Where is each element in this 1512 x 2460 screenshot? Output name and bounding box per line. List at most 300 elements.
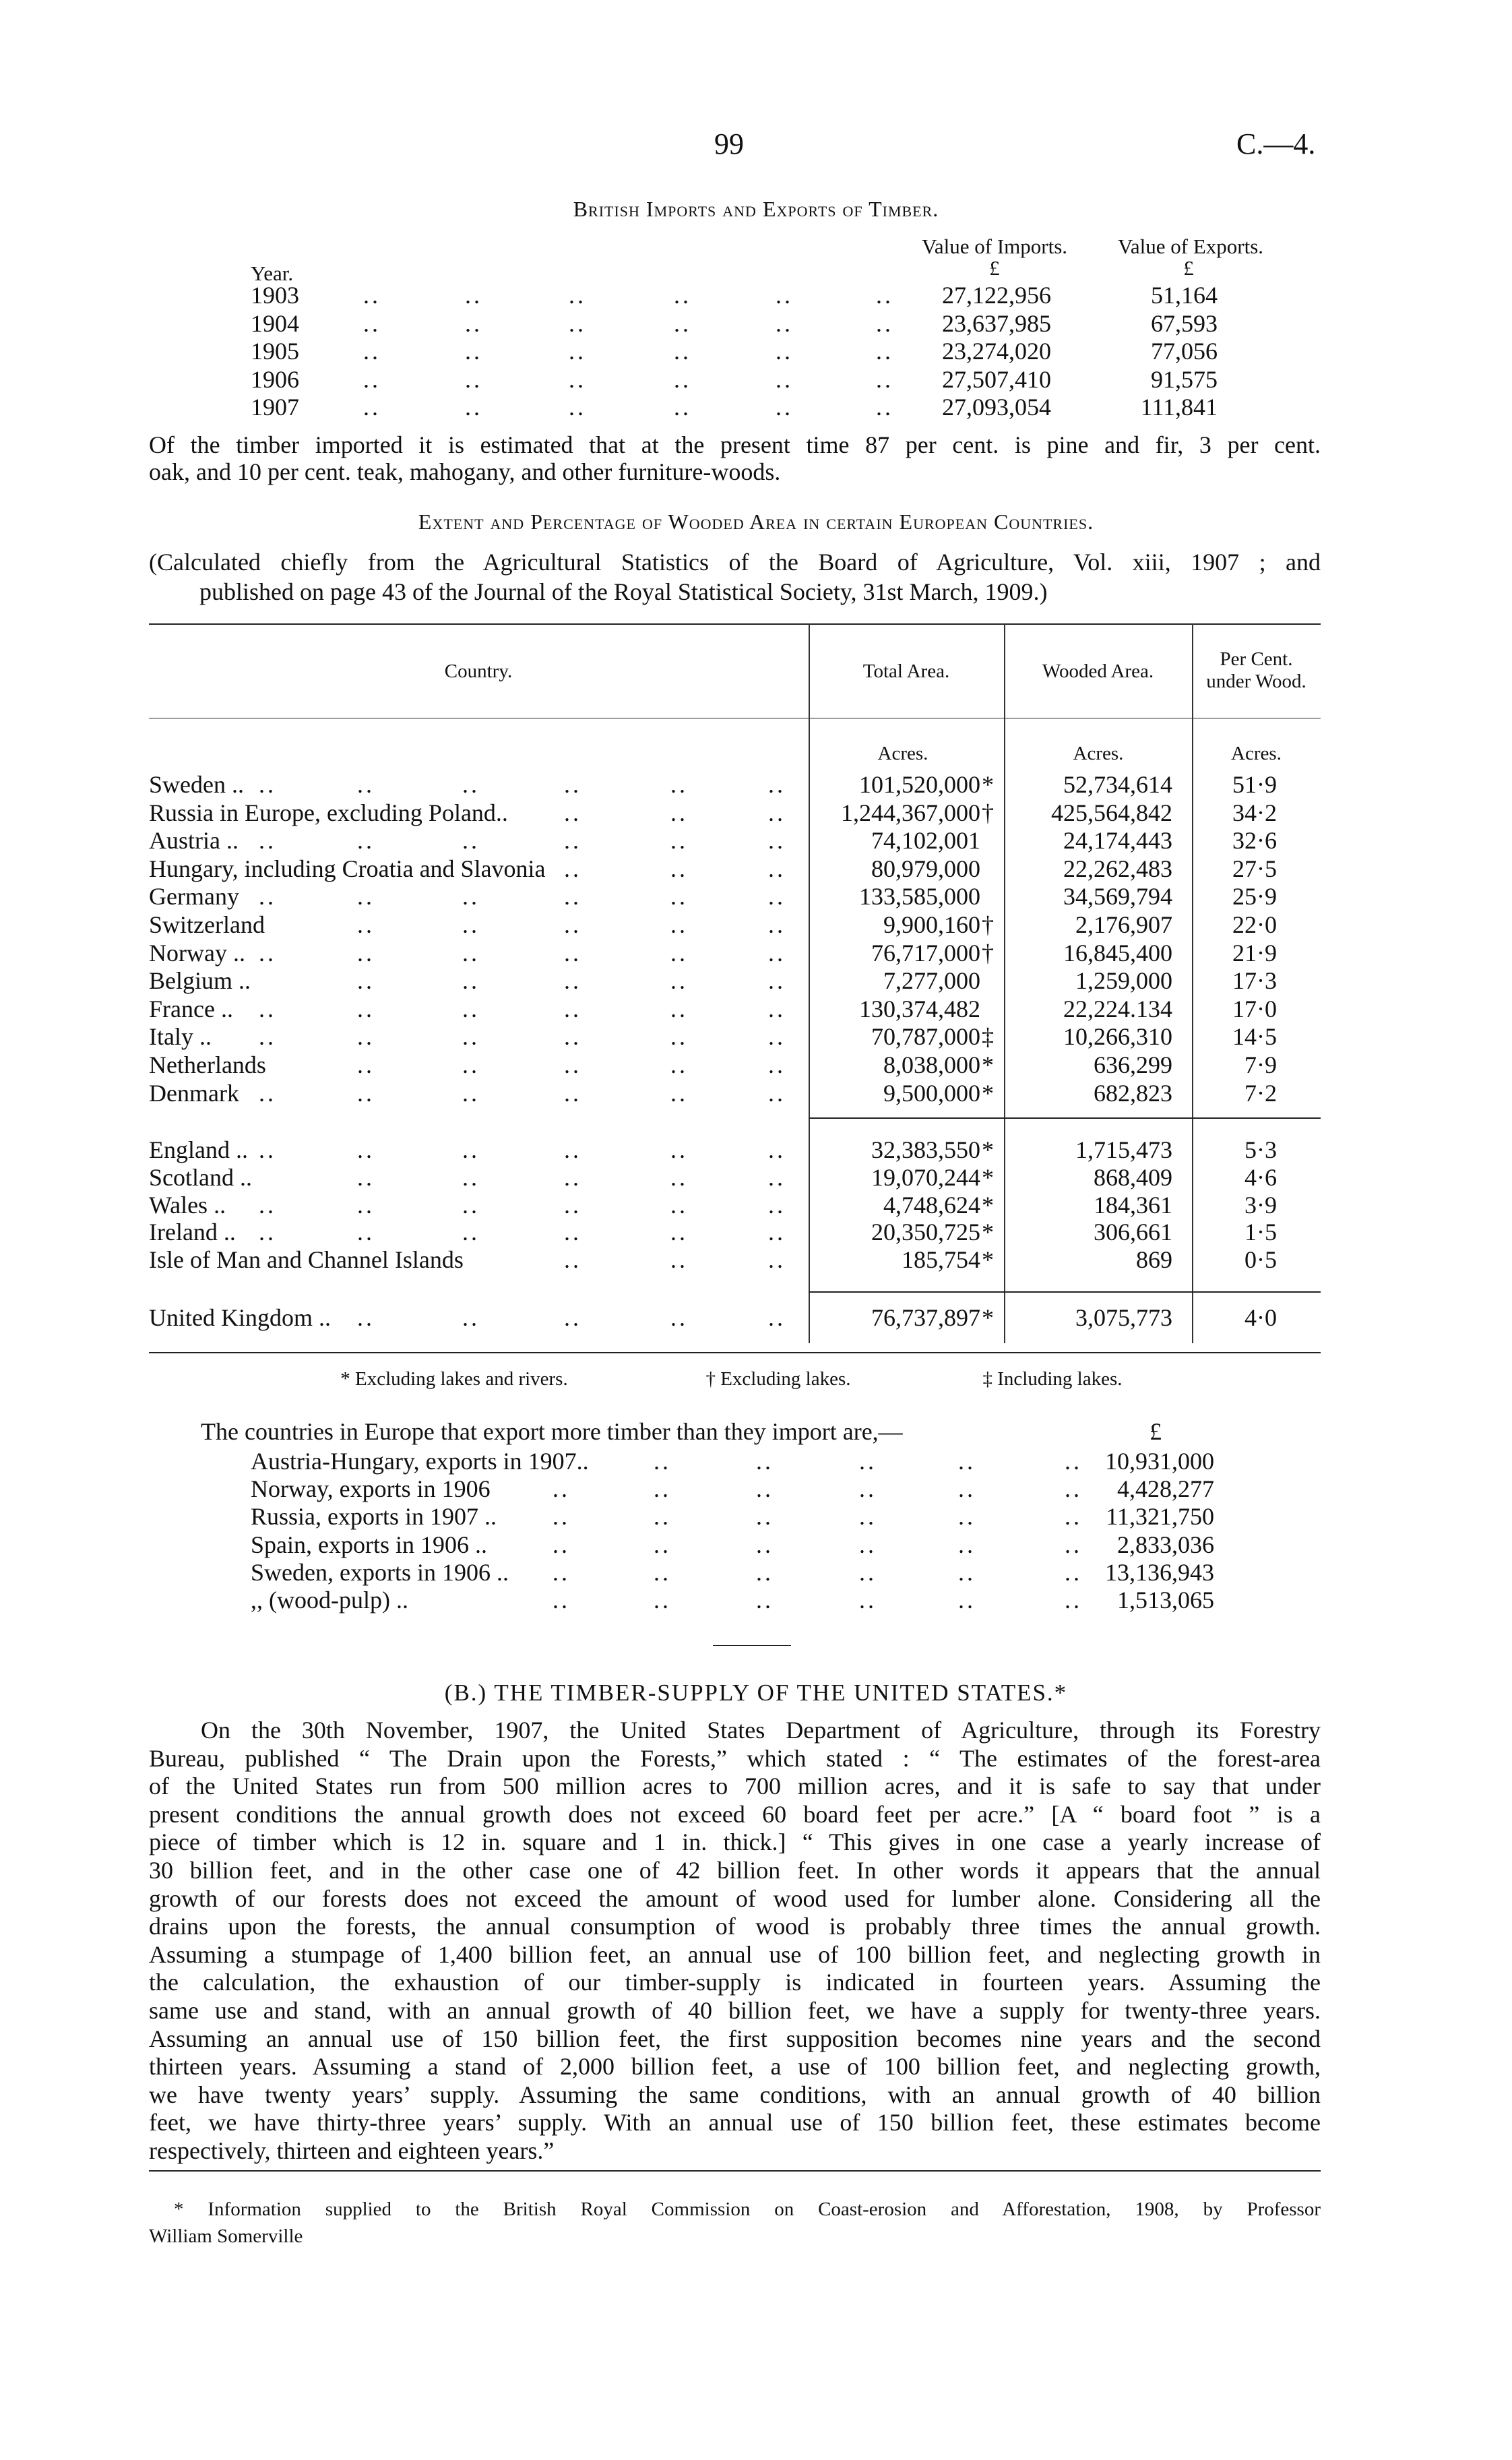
dot-leader: .. — [564, 1191, 581, 1219]
exports-value: 77,056 — [1151, 338, 1218, 365]
dot-leader: .. — [670, 1219, 688, 1246]
exporter-value: 4,428,277 — [1117, 1475, 1214, 1503]
country-cell: Norway .. — [149, 939, 245, 966]
wooded-area-cell: 3,075,773 — [1075, 1304, 1172, 1331]
dot-leader: .. — [768, 771, 786, 798]
country-cell: Hungary, including Croatia and Slavonia — [149, 855, 546, 882]
total-area-cell: 130,374,482 — [859, 995, 980, 1022]
dot-leader: .. — [768, 995, 786, 1022]
group-separator-rule — [809, 1117, 1321, 1119]
country-cell: Italy .. — [149, 1023, 212, 1051]
footnote-rule — [149, 2170, 1321, 2172]
dot-leader: .. — [768, 1051, 786, 1078]
year-column-header: Year. — [251, 262, 294, 285]
dot-leader: .. — [958, 1448, 976, 1475]
dot-leader: .. — [768, 1191, 786, 1219]
total-area-cell: 1,244,367,000 — [841, 799, 980, 826]
dot-leader: .. — [670, 1136, 688, 1163]
dot-leader: .. — [674, 394, 691, 421]
percent-cell: 7·9 — [1245, 1051, 1277, 1078]
dot-leader: .. — [654, 1558, 671, 1586]
percent-cell: 34·2 — [1232, 799, 1277, 826]
dot-leader: .. — [876, 365, 893, 393]
dot-leader: .. — [859, 1558, 877, 1586]
wooded-area-cell: 10,266,310 — [1063, 1023, 1172, 1051]
dot-leader: .. — [1065, 1503, 1082, 1531]
dot-leader: .. — [564, 1051, 581, 1078]
total-area-cell: 101,520,000 — [859, 771, 980, 798]
dot-leader: .. — [363, 394, 381, 421]
footnote-mark: † — [982, 939, 994, 966]
dot-leader: .. — [465, 394, 482, 421]
wooded-area-cell: 16,845,400 — [1063, 939, 1172, 966]
extent-table-title: Extent and Percentage of Wooded Area in certain European Countries. — [418, 510, 1094, 534]
country-cell: Denmark — [149, 1079, 239, 1107]
wooded-area-cell: 2,176,907 — [1075, 911, 1172, 938]
dot-leader: .. — [259, 1023, 276, 1051]
imports-value: 23,637,985 — [942, 309, 1051, 337]
dot-leader: .. — [564, 1163, 581, 1191]
country-column-header: Country. — [444, 660, 513, 682]
dot-leader: .. — [674, 338, 691, 365]
total-area-cell: 7,277,000 — [883, 967, 980, 995]
dot-leader: .. — [654, 1503, 671, 1531]
table-bottom-rule — [149, 1352, 1321, 1353]
imports-unit: £ — [989, 256, 1000, 280]
column-divider — [1004, 623, 1005, 1343]
imports-value: 27,093,054 — [942, 394, 1051, 421]
dot-leader: .. — [259, 1219, 276, 1246]
dot-leader: .. — [958, 1503, 976, 1531]
dot-leader: .. — [776, 394, 793, 421]
section-b-footnote: * Information supplied to the British Royal Commission on Coast-erosion and Afforestation, 1908, by Professor — [174, 2198, 1321, 2220]
exports-value: 67,593 — [1151, 309, 1218, 337]
dot-leader: .. — [674, 365, 691, 393]
wooded-area-cell: 22,224.134 — [1063, 995, 1172, 1022]
dot-leader: .. — [259, 883, 276, 911]
wooded-area-cell: 306,661 — [1094, 1219, 1172, 1246]
dot-leader: .. — [670, 799, 688, 826]
percent-cell: 4·0 — [1245, 1304, 1277, 1331]
dot-leader: .. — [768, 1079, 786, 1107]
footnote-mark: * — [982, 1191, 994, 1219]
percent-cell: 25·9 — [1232, 883, 1277, 911]
dot-leader: .. — [859, 1531, 877, 1558]
paragraph-line: 30 billion feet, and in the other case one of 42 billion feet. In other words it appears that the annual — [149, 1857, 1321, 1884]
dot-leader: .. — [564, 1136, 581, 1163]
dot-leader: .. — [357, 1191, 375, 1219]
dot-leader: .. — [958, 1558, 976, 1586]
dot-leader: .. — [1065, 1587, 1082, 1613]
dot-leader: .. — [768, 1219, 786, 1246]
dot-leader: .. — [768, 1023, 786, 1051]
paragraph-line: the calculation, the exhaustion of our timber-supply is indicated in fourteen years. Assuming the — [149, 1969, 1321, 1996]
dot-leader: .. — [553, 1503, 570, 1531]
dot-leader: .. — [564, 1304, 581, 1331]
column-divider — [809, 623, 810, 1343]
paragraph-line: thirteen years. Assuming a stand of 2,000 billion feet, a use of 100 billion feet, and neglecting growth, — [149, 2053, 1321, 2081]
dot-leader: .. — [670, 1304, 688, 1331]
dot-leader: .. — [670, 1191, 688, 1219]
wooded-area-cell: 22,262,483 — [1063, 855, 1172, 882]
extent-table-subtitle: published on page 43 of the Journal of the Royal Statistical Society, 31st March, 1909.) — [199, 578, 1048, 605]
dot-leader: .. — [259, 1079, 276, 1107]
country-cell: Russia in Europe, excluding Poland.. — [149, 799, 508, 826]
dot-leader: .. — [564, 883, 581, 911]
dot-leader: .. — [357, 1051, 375, 1078]
dot-leader: .. — [1065, 1531, 1082, 1558]
country-cell: Scotland .. — [149, 1163, 252, 1191]
dot-leader: .. — [357, 939, 375, 966]
dot-leader: .. — [462, 1079, 480, 1107]
dot-leader: .. — [859, 1448, 877, 1475]
wooded-area-cell: 682,823 — [1094, 1079, 1172, 1107]
footnote-mark: * — [982, 1136, 994, 1163]
wooded-area-cell: 1,259,000 — [1075, 967, 1172, 995]
wooded-area-column-header: Wooded Area. — [1042, 660, 1154, 682]
footnote-mark: ‡ — [982, 1023, 994, 1051]
dot-leader: .. — [756, 1475, 774, 1503]
imports-value: 27,122,956 — [942, 282, 1051, 309]
exporter-value: 10,931,000 — [1105, 1448, 1214, 1475]
dot-leader: .. — [768, 911, 786, 938]
total-area-cell: 9,500,000 — [883, 1079, 980, 1107]
dot-leader: .. — [564, 855, 581, 882]
dot-leader: .. — [462, 1219, 480, 1246]
wooded-area-cell: 869 — [1136, 1246, 1172, 1274]
country-cell: United Kingdom .. — [149, 1304, 331, 1331]
percent-cell: 51·9 — [1232, 771, 1277, 798]
wooded-area-cell: 1,715,473 — [1075, 1136, 1172, 1163]
imports-table-title: British Imports and Exports of Timber. — [573, 197, 939, 221]
paragraph-line: of the United States run from 500 million acres to 700 million acres, and it is safe to say that under — [149, 1773, 1321, 1800]
exporter-label: Sweden, exports in 1906 .. — [251, 1558, 509, 1586]
dot-leader: .. — [462, 771, 480, 798]
country-cell: France .. — [149, 995, 233, 1022]
dot-leader: .. — [670, 1023, 688, 1051]
dot-leader: .. — [462, 1136, 480, 1163]
dot-leader: .. — [553, 1558, 570, 1586]
dot-leader: .. — [357, 1304, 375, 1331]
wooded-area-cell: 34,569,794 — [1063, 883, 1172, 911]
extent-table-subtitle: (Calculated chiefly from the Agricultural Statistics of the Board of Agriculture, Vol. xiii, 1907 ; and — [149, 549, 1321, 576]
dot-leader: .. — [569, 282, 586, 309]
exporters-unit: £ — [1149, 1418, 1162, 1445]
paragraph-line: On the 30th November, 1907, the United States Department of Agriculture, through its Forestry — [201, 1717, 1321, 1744]
percent-cell: 5·3 — [1245, 1136, 1277, 1163]
total-separator-rule — [809, 1291, 1321, 1293]
dot-leader: .. — [357, 827, 375, 855]
footnote-mark: * — [982, 1246, 994, 1274]
exporter-label: Norway, exports in 1906 — [251, 1475, 491, 1503]
footnote-mark: * — [982, 771, 994, 798]
dot-leader: .. — [768, 883, 786, 911]
wooded-area-cell: 425,564,842 — [1051, 799, 1172, 826]
dot-leader: .. — [670, 939, 688, 966]
dot-leader: .. — [768, 1163, 786, 1191]
year-cell: 1904 — [251, 309, 299, 337]
dot-leader: .. — [363, 365, 381, 393]
dot-leader: .. — [462, 1051, 480, 1078]
dot-leader: .. — [876, 309, 893, 337]
total-area-cell: 8,038,000 — [883, 1051, 980, 1078]
percent-column-header: under Wood. — [1206, 671, 1306, 692]
total-area-cell: 74,102,001 — [871, 827, 980, 855]
dot-leader: .. — [674, 282, 691, 309]
wooded-area-cell: 52,734,614 — [1063, 771, 1172, 798]
total-area-cell: 20,350,725 — [871, 1219, 980, 1246]
dot-leader: .. — [259, 995, 276, 1022]
year-cell: 1906 — [251, 365, 299, 393]
dot-leader: .. — [876, 338, 893, 365]
dot-leader: .. — [569, 365, 586, 393]
wooded-area-cell: 868,409 — [1094, 1163, 1172, 1191]
imports-note-line: oak, and 10 per cent. teak, mahogany, and other furniture-woods. — [149, 458, 781, 485]
dot-leader: .. — [462, 827, 480, 855]
country-cell: Wales .. — [149, 1191, 226, 1219]
column-divider — [1192, 623, 1193, 1343]
dot-leader: .. — [462, 1023, 480, 1051]
country-cell: Sweden .. — [149, 771, 244, 798]
dot-leader: .. — [776, 365, 793, 393]
imports-value: 23,274,020 — [942, 338, 1051, 365]
dot-leader: .. — [654, 1475, 671, 1503]
dot-leader: .. — [876, 394, 893, 421]
dot-leader: .. — [465, 365, 482, 393]
dot-leader: .. — [564, 1079, 581, 1107]
imports-column-header: Value of Imports. — [921, 235, 1068, 258]
exporter-label: Russia, exports in 1907 .. — [251, 1503, 497, 1531]
dot-leader: .. — [357, 1163, 375, 1191]
dot-leader: .. — [776, 309, 793, 337]
dot-leader: .. — [776, 338, 793, 365]
year-cell: 1907 — [251, 394, 299, 421]
dot-leader: .. — [465, 309, 482, 337]
footnote-dagger: † Excluding lakes. — [705, 1368, 851, 1390]
dot-leader: .. — [259, 827, 276, 855]
dot-leader: .. — [1065, 1558, 1082, 1586]
dot-leader: .. — [465, 338, 482, 365]
percent-unit: Acres. — [1231, 743, 1282, 764]
dot-leader: .. — [357, 995, 375, 1022]
exports-value: 111,841 — [1140, 394, 1218, 421]
dot-leader: .. — [462, 1304, 480, 1331]
exporter-value: 11,321,750 — [1106, 1503, 1214, 1531]
dot-leader: .. — [768, 939, 786, 966]
dot-leader: .. — [564, 1023, 581, 1051]
dot-leader: .. — [670, 1051, 688, 1078]
dot-leader: .. — [363, 309, 381, 337]
dot-leader: .. — [357, 1219, 375, 1246]
exporter-value: 13,136,943 — [1105, 1558, 1214, 1586]
dot-leader: .. — [768, 1136, 786, 1163]
percent-cell: 27·5 — [1232, 855, 1277, 882]
dot-leader: .. — [357, 1023, 375, 1051]
exporter-value: 1,513,065 — [1117, 1587, 1214, 1613]
exporters-intro: The countries in Europe that export more timber than they import are,— — [201, 1418, 903, 1445]
footnote-mark: * — [982, 1304, 994, 1331]
dot-leader: .. — [259, 939, 276, 966]
total-area-cell: 76,717,000 — [871, 939, 980, 966]
percent-cell: 32·6 — [1232, 827, 1277, 855]
percent-cell: 22·0 — [1232, 911, 1277, 938]
dot-leader: .. — [564, 827, 581, 855]
total-area-cell: 133,585,000 — [859, 883, 980, 911]
total-area-cell: 4,748,624 — [883, 1191, 980, 1219]
dot-leader: .. — [564, 967, 581, 995]
dot-leader: .. — [569, 394, 586, 421]
dot-leader: .. — [756, 1531, 774, 1558]
exporter-value: 2,833,036 — [1117, 1531, 1214, 1558]
total-area-cell: 80,979,000 — [871, 855, 980, 882]
dot-leader: .. — [462, 1163, 480, 1191]
percent-cell: 4·6 — [1245, 1163, 1277, 1191]
dot-leader: .. — [670, 967, 688, 995]
footnote-mark: * — [982, 1051, 994, 1078]
dot-leader: .. — [654, 1587, 671, 1613]
dot-leader: .. — [670, 995, 688, 1022]
dot-leader: .. — [564, 799, 581, 826]
imports-note-line: Of the timber imported it is estimated that at the present time 87 per cent. is pine and fir, 3 per cent. — [149, 431, 1321, 458]
total-area-cell: 19,070,244 — [871, 1163, 980, 1191]
dot-leader: .. — [670, 883, 688, 911]
section-divider — [713, 1645, 791, 1646]
dot-leader: .. — [462, 1191, 480, 1219]
percent-cell: 17·0 — [1232, 995, 1277, 1022]
dot-leader: .. — [670, 827, 688, 855]
dot-leader: .. — [465, 282, 482, 309]
country-cell: Netherlands — [149, 1051, 266, 1078]
footnote-mark: † — [982, 911, 994, 938]
country-cell: Isle of Man and Channel Islands — [149, 1246, 464, 1274]
country-cell: Ireland .. — [149, 1219, 236, 1246]
dot-leader: .. — [564, 1219, 581, 1246]
dot-leader: .. — [958, 1587, 976, 1613]
paragraph-line: growth of our forests does not exceed the amount of wood used for lumber alone. Considering all the — [149, 1884, 1321, 1912]
dot-leader: .. — [768, 1304, 786, 1331]
dot-leader: .. — [564, 911, 581, 938]
dot-leader: .. — [462, 967, 480, 995]
dot-leader: .. — [553, 1475, 570, 1503]
exports-unit: £ — [1183, 256, 1194, 280]
paragraph-line: piece of timber which is 12 in. square and 1 in. thick.] “ This gives in one case a yearly increase of — [149, 1828, 1321, 1856]
wooded-area-cell: 636,299 — [1094, 1051, 1172, 1078]
dot-leader: .. — [876, 282, 893, 309]
dot-leader: .. — [859, 1475, 877, 1503]
dot-leader: .. — [569, 338, 586, 365]
dot-leader: .. — [357, 911, 375, 938]
paragraph-line: drains upon the forests, the annual consumption of wood is probably three times the annual growth. — [149, 1913, 1321, 1940]
percent-cell: 21·9 — [1232, 939, 1277, 966]
percent-cell: 0·5 — [1245, 1246, 1277, 1274]
exporter-label: ,, (wood-pulp) .. — [251, 1587, 408, 1613]
paragraph-line: Assuming an annual use of 150 billion feet, the first supposition becomes nine years and the second — [149, 2025, 1321, 2052]
dot-leader: .. — [768, 1246, 786, 1274]
footnote-mark: * — [982, 1219, 994, 1246]
imports-value: 27,507,410 — [942, 365, 1051, 393]
total-area-unit: Acres. — [877, 743, 928, 764]
dot-leader: .. — [462, 939, 480, 966]
exports-column-header: Value of Exports. — [1117, 235, 1264, 258]
dot-leader: .. — [670, 1079, 688, 1107]
dot-leader: .. — [670, 1163, 688, 1191]
dot-leader: .. — [357, 967, 375, 995]
dot-leader: .. — [357, 771, 375, 798]
page-number: 99 — [714, 127, 744, 160]
dot-leader: .. — [674, 309, 691, 337]
paragraph-line: we have twenty years’ supply. Assuming the same conditions, with an annual growth of 40 billion — [149, 2081, 1321, 2108]
dot-leader: .. — [462, 883, 480, 911]
paragraph-line: feet, we have thirty-three years’ supply. With an annual use of 150 billion feet, these estimates become — [149, 2109, 1321, 2136]
total-area-cell: 76,737,897 — [871, 1304, 980, 1331]
dot-leader: .. — [756, 1558, 774, 1586]
country-cell: Austria .. — [149, 827, 239, 855]
dot-leader: .. — [357, 1136, 375, 1163]
wooded-area-cell: 184,361 — [1094, 1191, 1172, 1219]
exporter-label: Spain, exports in 1906 .. — [251, 1531, 487, 1558]
dot-leader: .. — [357, 1079, 375, 1107]
document-reference: C.—4. — [1236, 127, 1316, 160]
section-b-footnote: William Somerville — [149, 2225, 303, 2247]
dot-leader: .. — [756, 1587, 774, 1613]
dot-leader: .. — [756, 1503, 774, 1531]
dot-leader: .. — [564, 939, 581, 966]
dot-leader: .. — [357, 883, 375, 911]
footnote-mark: * — [982, 1163, 994, 1191]
dot-leader: .. — [768, 799, 786, 826]
paragraph-line: Assuming a stumpage of 1,400 billion feet, an annual use of 100 billion feet, and neglecting growth in — [149, 1940, 1321, 1968]
paragraph-line: same use and stand, with an annual growth of 40 billion feet, we have a supply for twenty-three years. — [149, 1997, 1321, 2024]
dot-leader: .. — [259, 1191, 276, 1219]
total-area-cell: 32,383,550 — [871, 1136, 980, 1163]
footnote-mark: * — [982, 1079, 994, 1107]
percent-cell: 17·3 — [1232, 967, 1277, 995]
dot-leader: .. — [670, 911, 688, 938]
paragraph-line: Bureau, published “ The Drain upon the Forests,” which stated : “ The estimates of the forest-area — [149, 1744, 1321, 1772]
year-cell: 1903 — [251, 282, 299, 309]
paragraph-line: present conditions the annual growth does not exceed 60 board feet per acre.” [A “ board foot ” is a — [149, 1800, 1321, 1828]
dot-leader: .. — [768, 855, 786, 882]
dot-leader: .. — [859, 1503, 877, 1531]
dot-leader: .. — [259, 1136, 276, 1163]
footnote-mark: † — [982, 799, 994, 826]
dot-leader: .. — [363, 282, 381, 309]
paragraph-line: respectively, thirteen and eighteen years.” — [149, 2137, 555, 2164]
dot-leader: .. — [1065, 1448, 1082, 1475]
wooded-area-unit: Acres. — [1073, 743, 1124, 764]
country-cell: Switzerland — [149, 911, 265, 938]
percent-cell: 14·5 — [1232, 1023, 1277, 1051]
dot-leader: .. — [1065, 1475, 1082, 1503]
total-area-cell: 9,900,160 — [883, 911, 980, 938]
dot-leader: .. — [553, 1587, 570, 1613]
dot-leader: .. — [958, 1531, 976, 1558]
section-b-heading: (B.) THE TIMBER-SUPPLY OF THE UNITED STATES.* — [444, 1680, 1068, 1706]
wooded-area-cell: 24,174,443 — [1063, 827, 1172, 855]
dot-leader: .. — [859, 1587, 877, 1613]
country-cell: Belgium .. — [149, 967, 251, 995]
footnote-double-dagger: ‡ Including lakes. — [982, 1368, 1123, 1390]
total-area-cell: 70,787,000 — [871, 1023, 980, 1051]
dot-leader: .. — [569, 309, 586, 337]
total-area-cell: 185,754 — [902, 1246, 980, 1274]
exporter-label: Austria-Hungary, exports in 1907.. — [251, 1448, 589, 1475]
percent-column-header: Per Cent. — [1220, 648, 1293, 670]
exports-value: 51,164 — [1151, 282, 1218, 309]
dot-leader: .. — [958, 1475, 976, 1503]
footnote-asterisk: * Excluding lakes and rivers. — [340, 1368, 568, 1390]
dot-leader: .. — [670, 855, 688, 882]
